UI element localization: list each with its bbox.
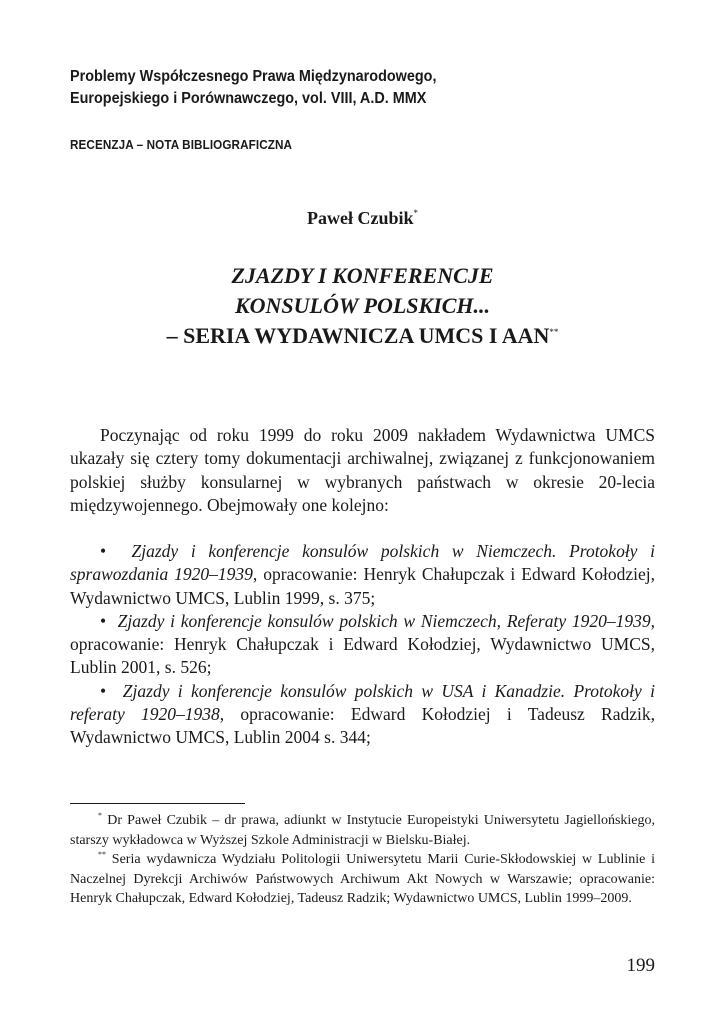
bullet-icon: • <box>100 610 107 631</box>
section-label: RECENZJA – NOTA BIBLIOGRAFICZNA <box>70 137 293 152</box>
intro-paragraph: Poczynając od roku 1999 do roku 2009 nakładem Wydawnictwa UMCS ukazały się cztery tomy dokumentacji archiwalnej, związanej z funkcjonowaniem polskiej służby konsularnej w wybranych państwach w okresie 20-lecia międzywojennego. Obejmowały one kolejno: <box>70 425 655 515</box>
author-line <box>0 208 725 229</box>
title-line-1: ZJAZDY I KONFERENCJE <box>231 263 494 288</box>
bullet-icon: • <box>100 541 107 561</box>
footnote-2-mark: ** <box>98 850 106 860</box>
volume-details: , opracowanie: Henryk Chałupczak i Edward Kołodziej, Wydawnictwo UMCS, Lublin 2001, s. 526; <box>70 610 655 678</box>
footnote-1 <box>70 811 655 850</box>
list-item <box>70 540 655 610</box>
footnote-divider <box>70 803 245 804</box>
list-item <box>70 610 655 680</box>
author-name: Paweł Czubik <box>306 208 414 228</box>
author-footnote-mark: * <box>413 208 418 218</box>
footnote-1-text: Dr Paweł Czubik – dr prawa, adiunkt w Instytucie Europeistyki Uniwersytetu Jagiellońskiego, starszy wykładowca w Wyższej Szkole Administracji w Bielsku-Białej. <box>70 813 656 848</box>
title-line-3 <box>60 321 665 351</box>
volume-details: , opracowanie: Henryk Chałupczak i Edward Kołodziej, Wydawnictwo UMCS, Lublin 1999, s. 375; <box>70 564 656 608</box>
footnote-2 <box>70 850 655 909</box>
article-title <box>60 261 665 351</box>
list-item <box>70 680 655 750</box>
volume-details: , opracowanie: Edward Kołodziej i Tadeusz Radzik, Wydawnictwo UMCS, Lublin 2004 s. 344; <box>70 704 655 748</box>
title-line-2: KONSULÓW POLSKICH... <box>234 293 491 318</box>
bullet-icon: • <box>100 680 107 701</box>
page-number: 199 <box>626 955 655 976</box>
title-footnote-mark: ** <box>549 327 559 337</box>
title-line-3-text: – SERIA WYDAWNICZA UMCS I AAN <box>166 323 550 348</box>
footnote-2-text: Seria wydawnicza Wydziału Politologii Uniwersytetu Marii Curie-Skłodowskiej w Lublinie i Naczelnej Dyrekcji Archiwów Państwowych Archiwum Akt Nowych w Warszawie; opracowanie: Henryk Chałupczak, Edward Kołodziej, Tadeusz Radzik; Wydawnictwo UMCS, Lublin 1999–2009. <box>70 852 655 907</box>
volume-title: Zjazdy i konferencje konsulów polskich w Niemczech. Protokoły i sprawozdania 1920–1939 <box>70 541 655 585</box>
volume-title: Zjazdy i konferencje konsulów polskich w Niemczech, Referaty 1920–1939 <box>117 610 651 631</box>
journal-title-line-2: Europejskiego i Porównawczego, vol. VIII, A.D. MMX <box>70 90 427 107</box>
journal-title-line-1: Problemy Współczesnego Prawa Międzynarodowego, <box>70 68 437 85</box>
body-text <box>70 424 655 517</box>
volume-title: Zjazdy i konferencje konsulów polskich w USA i Kanadzie. Protokoły i referaty 1920–1938 <box>70 680 655 725</box>
journal-header <box>70 66 610 110</box>
volume-list <box>70 540 655 750</box>
footnotes <box>70 811 655 909</box>
footnote-1-mark: * <box>98 811 102 820</box>
